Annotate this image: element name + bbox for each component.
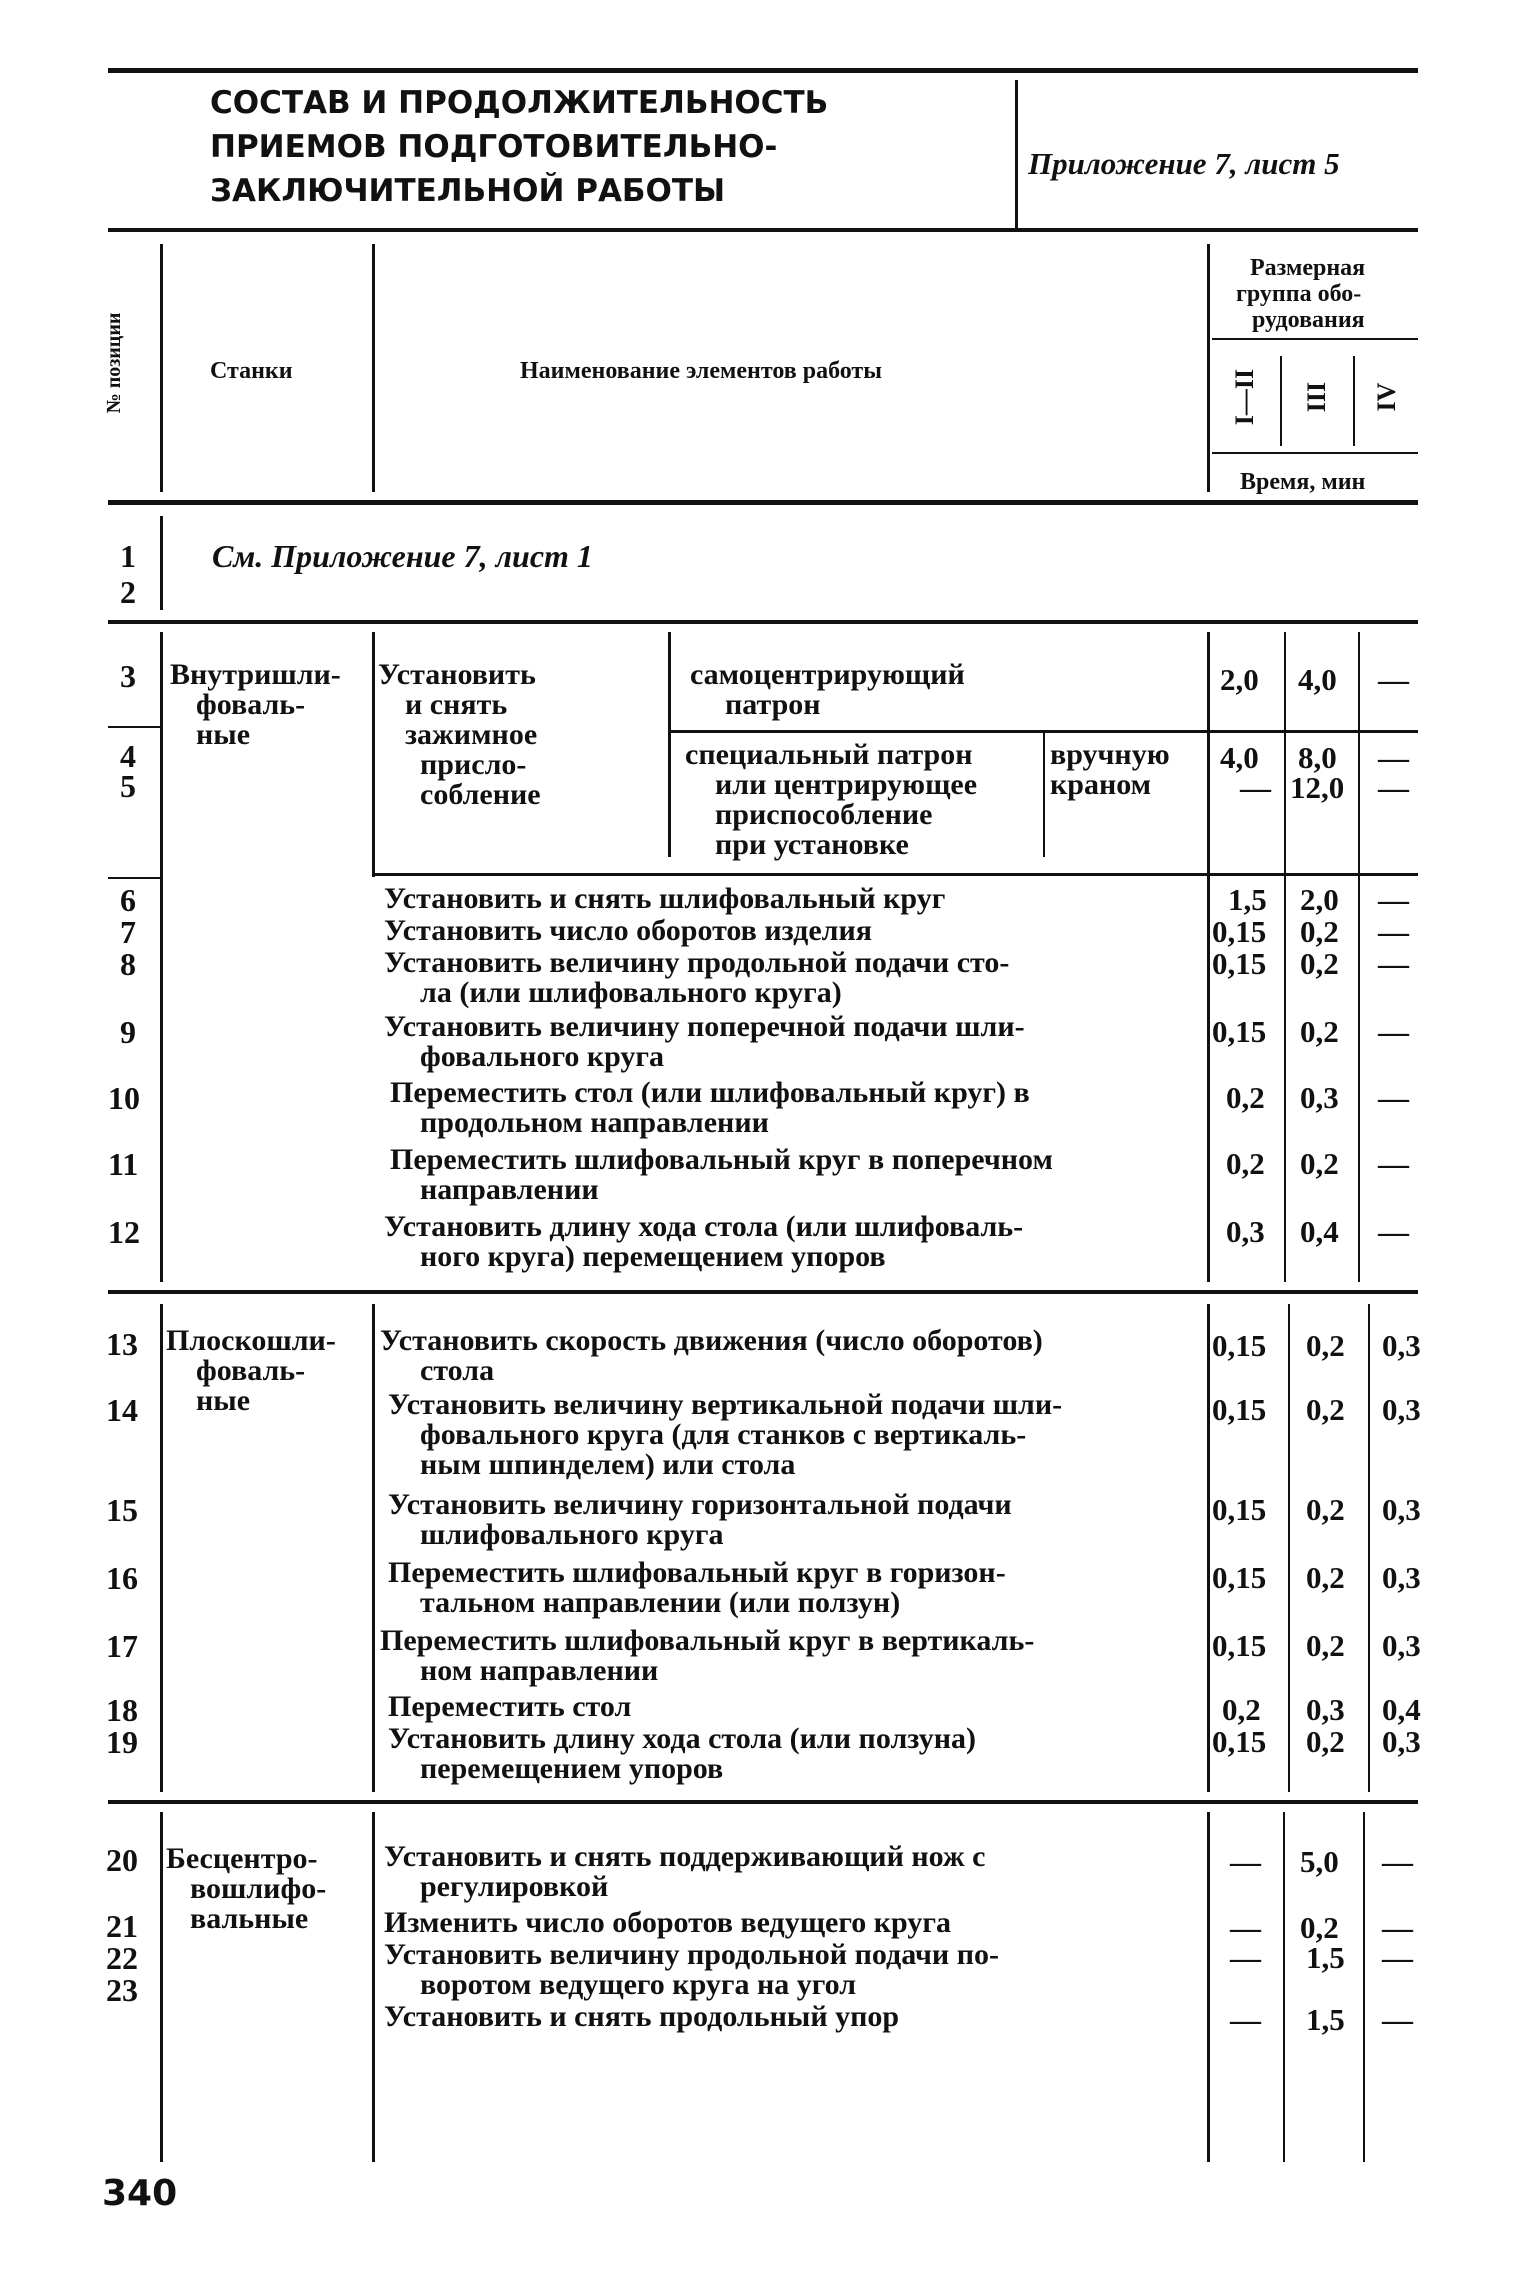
row-text: ным шпинделем) или стола xyxy=(420,1448,796,1481)
time-value: 1,5 xyxy=(1306,1940,1345,1975)
row-text: Установить величину горизонтальной подачи xyxy=(388,1488,1012,1521)
time-value: 0,15 xyxy=(1212,1014,1267,1049)
row-number: 3 xyxy=(120,658,136,694)
row-text: и снять xyxy=(405,688,508,721)
row-text: при установке xyxy=(715,828,909,861)
time-value: 4,0 xyxy=(1220,740,1259,775)
row-number: 4 xyxy=(120,738,136,774)
appendix-label: Приложение 7, лист 5 xyxy=(1028,146,1340,181)
row-text: Установить величину вертикальной подачи шли- xyxy=(388,1388,1063,1421)
row-number: 21 xyxy=(106,1908,138,1944)
row-number: 22 xyxy=(106,1940,138,1976)
row-text: перемещением упоров xyxy=(420,1752,724,1785)
time-value: 0,3 xyxy=(1226,1214,1265,1249)
header-elements: Наименование элементов работы xyxy=(520,358,882,384)
time-value: 0,2 xyxy=(1300,914,1339,949)
see-reference-text: См. Приложение 7, лист 1 xyxy=(212,538,593,574)
time-value: 0,2 xyxy=(1300,1146,1339,1181)
row-text: шлифовального круга xyxy=(420,1518,724,1551)
row-text: Установить и снять поддерживающий нож с xyxy=(384,1840,986,1873)
time-value: 0,15 xyxy=(1212,914,1267,949)
time-value: — xyxy=(1230,1940,1261,1975)
time-value: — xyxy=(1378,882,1409,917)
row-text: Изменить число оборотов ведущего круга xyxy=(384,1906,951,1939)
row-text: ного круга) перемещением упоров xyxy=(420,1240,886,1273)
row-text: или центрирующее xyxy=(715,768,978,801)
time-value: 0,4 xyxy=(1382,1692,1421,1727)
time-value: 0,3 xyxy=(1382,1628,1421,1663)
row-number: 12 xyxy=(108,1214,140,1250)
row-number: 18 xyxy=(106,1692,138,1728)
header-group-line-1: Размерная xyxy=(1250,255,1366,281)
row-text: ла (или шлифовального круга) xyxy=(420,976,842,1009)
header-time: Время, мин xyxy=(1240,469,1366,495)
row-text: присло- xyxy=(420,748,527,781)
row-text: краном xyxy=(1050,768,1152,801)
header-group-1: I—II xyxy=(1230,368,1259,426)
time-value: 2,0 xyxy=(1220,662,1259,697)
time-value: 8,0 xyxy=(1298,740,1337,775)
time-value: 0,2 xyxy=(1306,1628,1345,1663)
row-text: регулировкой xyxy=(420,1870,609,1903)
time-value: 0,15 xyxy=(1212,1492,1267,1527)
row-text: Установить число оборотов изделия xyxy=(384,914,872,947)
time-value: — xyxy=(1230,1844,1261,1879)
row-text: фовального круга xyxy=(420,1040,665,1073)
title-line-1: СОСТАВ И ПРОДОЛЖИТЕЛЬНОСТЬ xyxy=(210,85,829,121)
time-value: 1,5 xyxy=(1228,882,1267,917)
row-number: 11 xyxy=(108,1146,139,1182)
row-text: Установить скорость движения (число оборотов) xyxy=(380,1324,1043,1357)
time-value: — xyxy=(1382,1940,1413,1975)
row-number: 20 xyxy=(106,1842,138,1878)
time-value: 0,15 xyxy=(1212,1560,1267,1595)
time-value: 0,15 xyxy=(1212,1392,1267,1427)
time-value: — xyxy=(1378,1080,1409,1115)
row-number: 15 xyxy=(106,1492,138,1528)
row-text: Переместить стол (или шлифовальный круг) в xyxy=(390,1076,1030,1109)
time-value: 0,2 xyxy=(1226,1146,1265,1181)
machine-name: ные xyxy=(196,718,251,751)
row-text: приспособление xyxy=(715,798,933,831)
time-value: — xyxy=(1382,2002,1413,2037)
time-value: 0,3 xyxy=(1382,1328,1421,1363)
time-value: — xyxy=(1382,1844,1413,1879)
row-text: направлении xyxy=(420,1173,599,1206)
time-value: 0,3 xyxy=(1306,1692,1345,1727)
row-text: Установить величину продольной подачи сто- xyxy=(384,946,1010,979)
time-value: 5,0 xyxy=(1300,1844,1339,1879)
row-text: воротом ведущего круга на угол xyxy=(420,1968,857,2001)
row-number: 7 xyxy=(120,914,136,950)
time-value: — xyxy=(1378,662,1409,697)
time-value: 0,2 xyxy=(1306,1392,1345,1427)
row-text: Переместить стол xyxy=(388,1690,632,1723)
row-number: 8 xyxy=(120,946,136,982)
machine-name: вошлифо- xyxy=(190,1872,327,1905)
row-number: 16 xyxy=(106,1560,138,1596)
time-value: — xyxy=(1382,1910,1413,1945)
header-group-line-3: рудования xyxy=(1252,307,1365,333)
time-value: 0,2 xyxy=(1306,1724,1345,1759)
row-number: 13 xyxy=(106,1326,138,1362)
time-value: 0,3 xyxy=(1382,1492,1421,1527)
time-value: 0,2 xyxy=(1300,946,1339,981)
row-text: Установить xyxy=(378,658,536,691)
machine-name: ные xyxy=(196,1384,251,1417)
time-value: — xyxy=(1378,770,1409,805)
row-text: специальный патрон xyxy=(685,738,973,771)
time-value: — xyxy=(1230,2002,1261,2037)
row-text: Установить и снять продольный упор xyxy=(384,2000,900,2033)
machine-name: фоваль- xyxy=(196,1354,306,1387)
row-number: 2 xyxy=(120,574,136,610)
time-value: 0,15 xyxy=(1212,1724,1267,1759)
time-value: 0,15 xyxy=(1212,1628,1267,1663)
row-text: Переместить шлифовальный круг в горизон- xyxy=(388,1556,1006,1589)
row-text: фовального круга (для станков с вертикаль- xyxy=(420,1418,1027,1451)
time-value: 0,15 xyxy=(1212,1328,1267,1363)
time-value: — xyxy=(1240,770,1271,805)
time-value: 2,0 xyxy=(1300,882,1339,917)
time-value: — xyxy=(1378,946,1409,981)
title-line-3: ЗАКЛЮЧИТЕЛЬНОЙ РАБОТЫ xyxy=(210,173,726,209)
time-value: 0,3 xyxy=(1382,1392,1421,1427)
time-value: 0,2 xyxy=(1306,1328,1345,1363)
row-text: патрон xyxy=(725,688,821,721)
row-text: ном направлении xyxy=(420,1654,659,1687)
time-value: 1,5 xyxy=(1306,2002,1345,2037)
row-text: вручную xyxy=(1050,738,1170,771)
time-value: 12,0 xyxy=(1290,770,1345,805)
time-value: 4,0 xyxy=(1298,662,1337,697)
row-number: 6 xyxy=(120,882,136,918)
time-value: 0,3 xyxy=(1382,1560,1421,1595)
title-line-2: ПРИЕМОВ ПОДГОТОВИТЕЛЬНО- xyxy=(210,129,778,165)
row-number: 19 xyxy=(106,1724,138,1760)
time-value: 0,15 xyxy=(1212,946,1267,981)
time-value: 0,4 xyxy=(1300,1214,1339,1249)
header-group-3: III xyxy=(1302,381,1331,413)
row-number: 14 xyxy=(106,1392,138,1428)
time-value: 0,2 xyxy=(1300,1014,1339,1049)
time-value: 0,3 xyxy=(1382,1724,1421,1759)
row-text: Переместить шлифовальный круг в вертикаль- xyxy=(380,1624,1035,1657)
time-value: — xyxy=(1378,1214,1409,1249)
time-value: — xyxy=(1230,1910,1261,1945)
machine-name: фоваль- xyxy=(196,688,306,721)
row-text: Установить длину хода стола (или ползуна) xyxy=(388,1722,976,1755)
row-number: 17 xyxy=(106,1628,138,1664)
row-text: самоцентрирующий xyxy=(690,658,965,691)
machine-name: Внутришли- xyxy=(170,658,341,691)
row-text: собление xyxy=(420,778,541,811)
machine-name: Плоскошли- xyxy=(166,1324,336,1357)
row-number: 10 xyxy=(108,1080,140,1116)
row-text: зажимное xyxy=(405,718,538,751)
time-value: 0,2 xyxy=(1306,1560,1345,1595)
time-value: — xyxy=(1378,740,1409,775)
row-text: Установить величину поперечной подачи шли- xyxy=(384,1010,1025,1043)
header-machines: Станки xyxy=(210,358,293,384)
time-value: 0,2 xyxy=(1306,1492,1345,1527)
time-value: 0,2 xyxy=(1222,1692,1261,1727)
machine-name: вальные xyxy=(190,1902,309,1935)
page-number: 340 xyxy=(102,2173,178,2214)
header-group-4: IV xyxy=(1372,382,1401,412)
time-value: 0,2 xyxy=(1226,1080,1265,1115)
time-value: 0,3 xyxy=(1300,1080,1339,1115)
row-number: 1 xyxy=(120,538,136,574)
time-value: — xyxy=(1378,914,1409,949)
row-text: продольном направлении xyxy=(420,1106,769,1139)
header-num-col: № позиции xyxy=(103,312,125,414)
row-number: 23 xyxy=(106,1972,138,2008)
time-value: — xyxy=(1378,1014,1409,1049)
time-value: — xyxy=(1378,1146,1409,1181)
row-number: 5 xyxy=(120,768,136,804)
header-group-line-2: группа обо- xyxy=(1236,281,1362,307)
row-text: Установить длину хода стола (или шлифоваль- xyxy=(384,1210,1024,1243)
row-text: стола xyxy=(420,1354,495,1387)
row-text: Установить величину продольной подачи по- xyxy=(384,1938,999,1971)
machine-name: Бесцентро- xyxy=(166,1842,318,1875)
row-text: Переместить шлифовальный круг в поперечном xyxy=(390,1143,1053,1176)
time-value: 0,2 xyxy=(1300,1910,1339,1945)
row-text: тальном направлении (или ползун) xyxy=(420,1586,901,1619)
row-text: Установить и снять шлифовальный круг xyxy=(384,882,946,915)
row-number: 9 xyxy=(120,1014,136,1050)
